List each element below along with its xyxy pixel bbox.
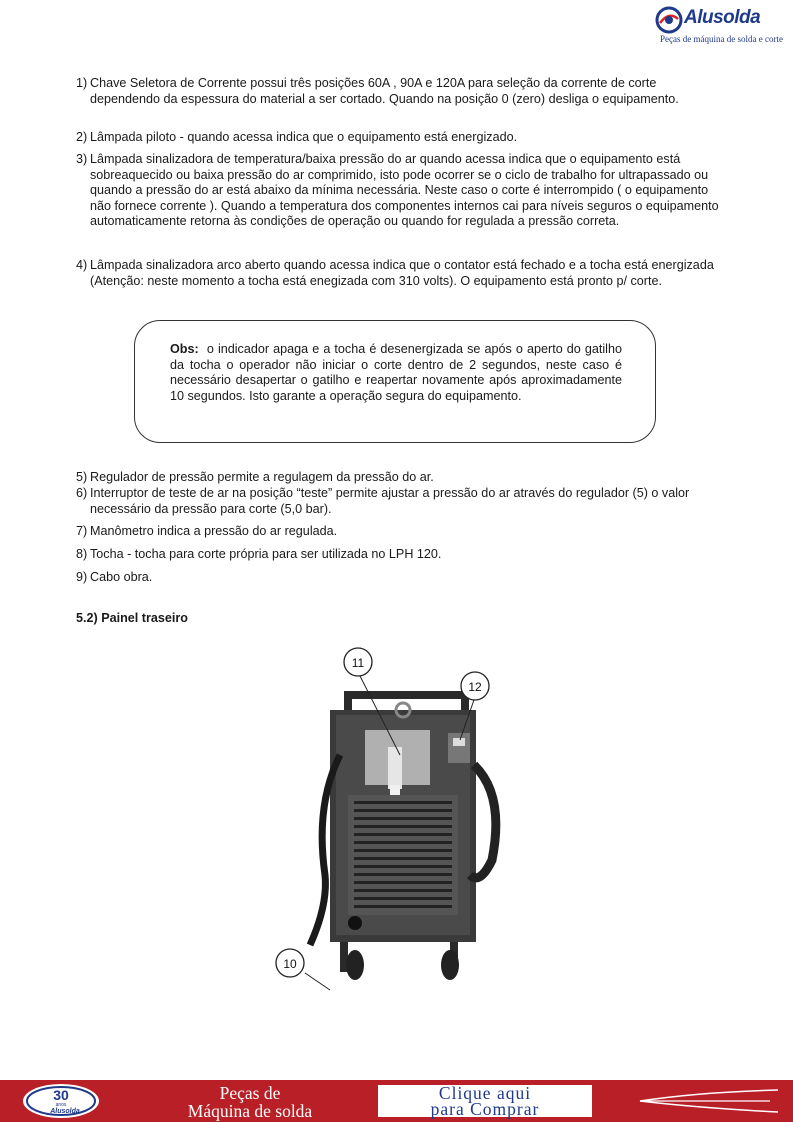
rear-panel-figure <box>270 645 510 1020</box>
list-item-2: 2) Lâmpada piloto - quando acessa indica que o equipamento está energizado. <box>76 130 518 144</box>
logo-tagline: Peças de máquina de solda e corte <box>660 34 783 44</box>
list-item-6: 6) Interruptor de teste de ar na posição “teste” permite ajustar a pressão do ar através do regulador (5) o valor necessário da pressão para corte (5,0 bar). <box>76 486 690 516</box>
list-item-3: 3) Lâmpada sinalizadora de temperatura/baixa pressão do ar quando acessa indica que o equipamento está sobreaquecido ou baixa pressão do ar comprimido, isto pode ocorrer se o ciclo de trabalho for ultrapassado ou quando a pressão do ar está abaixo da mínima necessária. Neste caso o corte é interrompido ( o equipamento não fornece corrente ). Quando a temperatura dos componentes internos cai para níveis seguros o equipamento automaticamente retorna às condições de operação ou quando for regulada a pressão correta. <box>76 152 719 229</box>
list-item-4: 4) Lâmpada sinalizadora arco aberto quando acessa indica que o contator está fechado e a tocha está energizada (Atenção: neste momento a tocha está enegizada com 310 volts). O equipamento está pronto p/ corte. <box>76 258 714 288</box>
30-anos-badge-icon <box>20 1082 102 1120</box>
banner-title: Peças de Máquina de solda <box>187 1083 313 1121</box>
list-item-7: 7) Manômetro indica a pressão do ar regulada. <box>76 524 338 538</box>
badge-small: anos <box>55 1102 67 1108</box>
callout-10-label: 10 <box>283 957 297 971</box>
obs-label: Obs: <box>170 342 199 356</box>
section-title: 5.2) Painel traseiro <box>76 611 188 625</box>
list-item-9: 9) Cabo obra. <box>76 570 153 584</box>
logo-wordmark: Alusolda <box>684 7 761 28</box>
list-item-5: 5) Regulador de pressão permite a regulagem da pressão do ar. <box>76 470 434 484</box>
list-item-8: 8) Tocha - tocha para corte própria para ser utilizada no LPH 120. <box>76 547 442 561</box>
bottom-banner <box>0 1080 793 1122</box>
obs-note-text <box>170 342 622 404</box>
badge-number: 30 <box>53 1087 69 1103</box>
callout-12-label: 12 <box>468 680 482 694</box>
alusolda-logo <box>652 3 787 49</box>
arrow-left-icon <box>630 1086 780 1116</box>
obs-body: o indicador apaga e a tocha é desenergizada se após o aperto do gatilho da tocha o operador não iniciar o corte dentro de 2 segundos, neste caso é necessário desapertar o gatilho e reapertar novamente após aproximadamente 10 segundos. Isto garante a operação segura do equipamento. <box>170 342 622 403</box>
buy-button[interactable]: Clique aqui para Comprar <box>378 1085 592 1117</box>
badge-brand: Alusolda <box>50 1108 80 1115</box>
logo-swirl-icon <box>654 5 684 35</box>
list-item-1: 1) Chave Seletora de Corrente possui três posições 60A , 90A e 120A para seleção da corrente de corte dependendo da espessura do material a ser cortado. Quando na posição 0 (zero) desliga o equipamento. <box>76 76 679 106</box>
callout-11-label: 11 <box>351 656 365 670</box>
